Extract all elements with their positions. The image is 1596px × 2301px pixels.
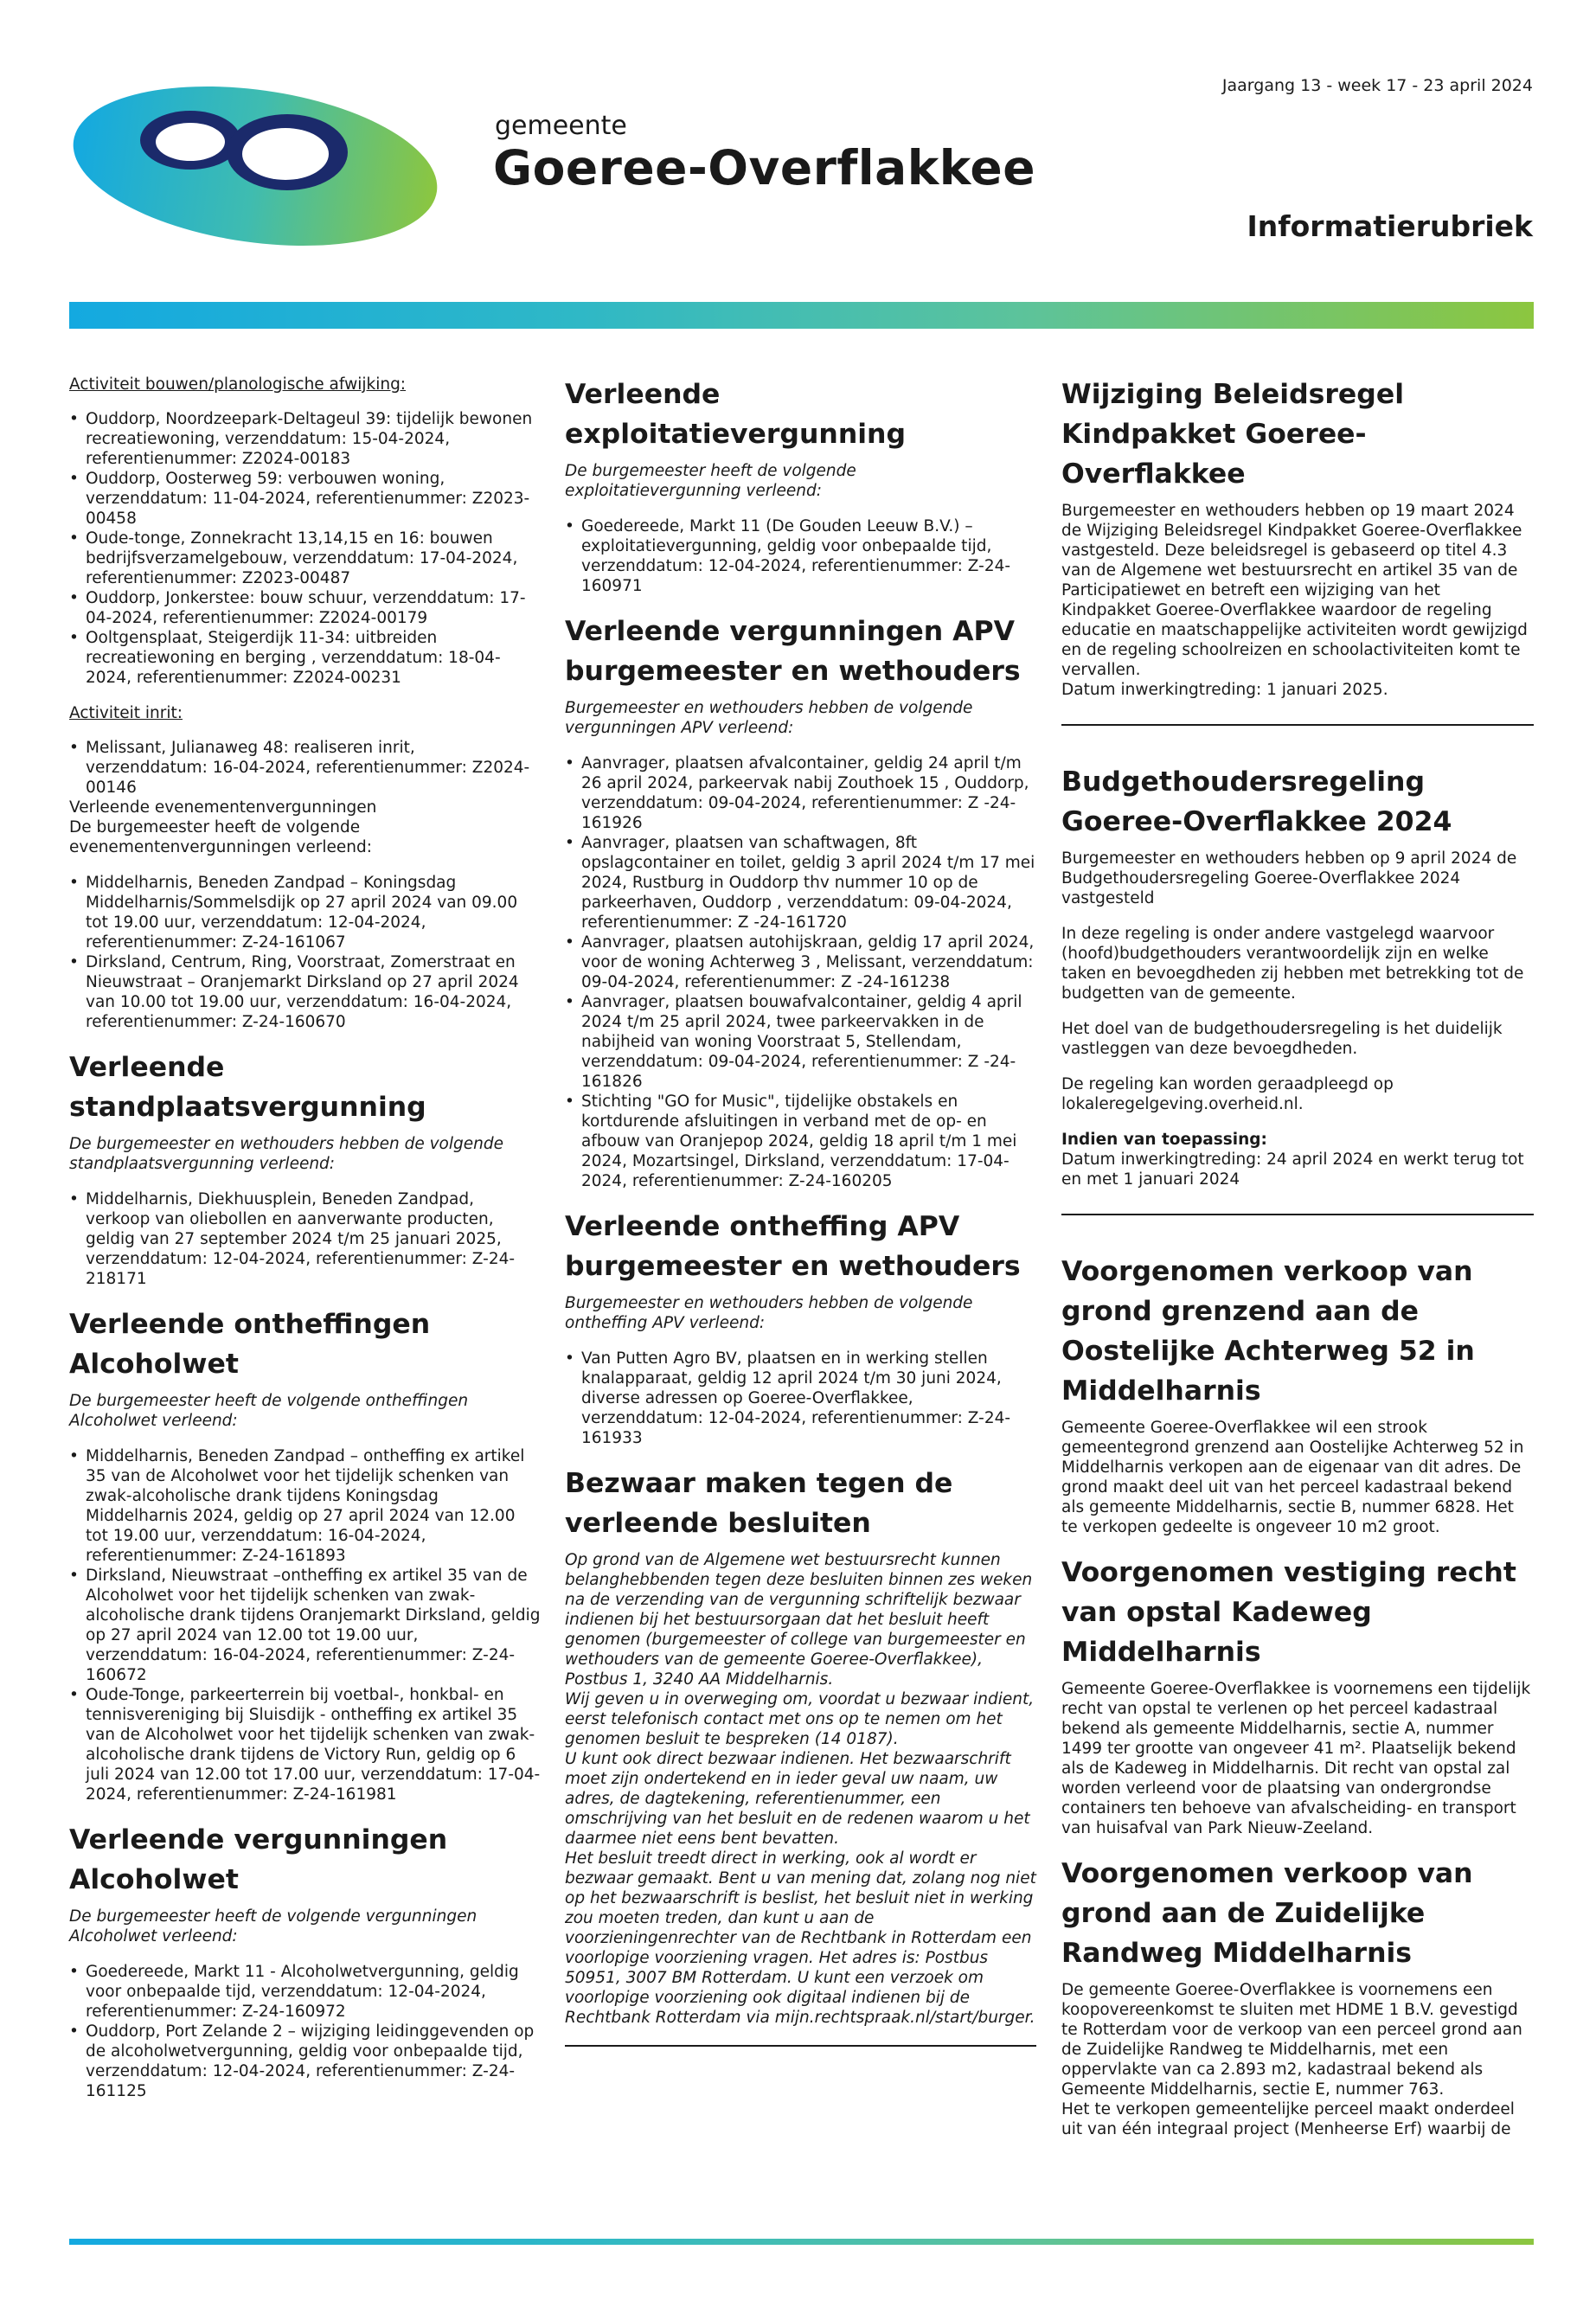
heading-budgethouders: Budgethoudersregeling Goeree-Overflakkee 2024 xyxy=(1061,766,1452,837)
list-inrit xyxy=(69,738,541,798)
intro-apv: Burgemeester en wethouders hebben de volgende vergunningen APV verleend: xyxy=(565,699,973,737)
list-item: • Dirksland, Centrum, Ring, Voorstraat, Zomerstraat en Nieuwstraat – Oranjemarkt Dirksland op 27 april 2024 van 10.00 tot 19.00 uur, verzenddatum: 16-04-2024, referentienummer: Z-24-160670 xyxy=(69,952,541,1032)
heading-verkoop-zuidelijke-randweg: Voorgenomen verkoop van grond aan de Zuidelijke Randweg Middelharnis xyxy=(1061,1858,1473,1969)
list-item: • Dirksland, Nieuwstraat –ontheffing ex artikel 35 van de Alcoholwet voor het tijdelijk schenken van zwak-alcoholische drank tijdens Oranjemarkt Dirksland, geldig op 27 april 2024 van 12.00 tot 19.00 uur, verzenddatum: 16-04-2024, referentienummer: Z-24-160672 xyxy=(69,1566,541,1685)
list-item: • Goedereede, Markt 11 - Alcoholwetvergunning, geldig voor onbepaalde tijd, verzenddatum: 12-04-2024, referentienummer: Z-24-160972 xyxy=(69,1962,541,2022)
list-item: • Aanvrager, plaatsen autohijskraan, geldig 17 april 2024, voor de woning Achterweg 3 , Melissant, verzenddatum: 09-04-2024, referentienummer: Z -24-161238 xyxy=(565,933,1036,992)
list-item: • Stichting "GO for Music", tijdelijke obstakels en kortdurende afsluitingen in verband met de op- en afbouw van Oranjepop 2024, geldig 18 april t/m 1 mei 2024, Mozartsingel, Dirksland, verzenddatum: 17-04-2024, referentienummer: Z-24-160205 xyxy=(565,1092,1036,1191)
kindpakket-text: Burgemeester en wethouders hebben op 19 maart 2024 de Wijziging Beleidsregel Kindpakket Goeree-Overflakkee vastgesteld. Deze beleidsregel is gebaseerd op titel 4.3 van de Algemene wet bestuursrecht en artikel 35 van de Participatiewet en betreft een wijziging van het Kindpakket Goeree-Overflakkee waardoor de regeling educatie en maatschappelijke activiteiten wordt gewijzigd en de regeling schoolreizen en schoolactiviteiten komt te vervallen. Datum inwerkingtreding: 1 januari 2025. xyxy=(1061,502,1528,699)
heading-ontheffingen-alcoholwet: Verleende ontheffingen Alcoholwet xyxy=(69,1309,431,1380)
heading-apv: Verleende vergunningen APV burgemeester en wethouders xyxy=(565,616,1021,687)
list-item: • Oude-Tonge, parkeerterrein bij voetbal-, honkbal- en tennisvereniging bij Sluisdijk - ontheffing ex artikel 35 van de Alcoholwet voor het tijdelijk schenken van zwak-alcoholische drank tijdens de Victory Run, geldig op 6 juli 2024 van 12.00 tot 17.00 uur, verzenddatum: 17-04-2024, referentienummer: Z-24-161981 xyxy=(69,1685,541,1804)
list-item: • Middelharnis, Beneden Zandpad – Koningsdag Middelharnis/Sommelsdijk op 27 april 2024 van 09.00 tot 19.00 uur, verzenddatum: 12-04-2024, referentienummer: Z-24-161067 xyxy=(69,873,541,952)
heading-bezwaar: Bezwaar maken tegen de verleende besluiten xyxy=(565,1468,953,1539)
evenementen-intro: De burgemeester heeft de volgende evenementenvergunningen verleend: xyxy=(69,818,372,856)
column-2 xyxy=(565,375,1036,2083)
list-item: • Aanvrager, plaatsen van schaftwagen, 8ft opslagcontainer en toilet, geldig 3 april 2024 t/m 17 mei 2024, Rustburg in Ouddorp thv nummer 10 op de parkeerhaven, Ouddorp , verzenddatum: 09-04-2024, referentienummer: Z -24-161720 xyxy=(565,833,1036,933)
heading-opstal-kadeweg: Voorgenomen vestiging recht van opstal Kadeweg Middelharnis xyxy=(1061,1557,1516,1668)
column-1 xyxy=(69,375,541,2117)
verkoop1-text: Gemeente Goeree-Overflakkee wil een strook gemeentegrond grenzend aan Oostelijke Achterweg 52 in Middelharnis verkopen aan de eigenaar van dit adres. De grond maakt deel uit van het perceel kadastraal bekend als gemeente Middelharnis, sectie B, nummer 6828. Het te verkopen gedeelte is ongeveer 10 m2 groot. xyxy=(1061,1419,1524,1536)
subheading-inrit: Activiteit inrit: xyxy=(69,704,183,722)
list-bouwen xyxy=(69,409,541,688)
divider xyxy=(565,2045,1036,2047)
list-item: • Van Putten Agro BV, plaatsen en in werking stellen knalapparaat, geldig 12 april 2024 t/m 30 juni 2024, diverse adressen op Goeree-Overflakkee, verzenddatum: 12-04-2024, referentienummer: Z-24-161933 xyxy=(565,1349,1036,1448)
heading-verkoop-oostelijke-achterweg: Voorgenomen verkoop van grond grenzend aan de Oostelijke Achterweg 52 in Middelharnis xyxy=(1061,1256,1475,1407)
budget-toepassing-text: Datum inwerkingtreding: 24 april 2024 en werkt terug tot en met 1 januari 2024 xyxy=(1061,1150,1524,1189)
heading-standplaats: Verleende standplaatsvergunning xyxy=(69,1052,426,1123)
budget-toepassing-label: Indien van toepassing: xyxy=(1061,1131,1267,1149)
list-item: • Ouddorp, Oosterweg 59: verbouwen woning, verzenddatum: 11-04-2024, referentienummer: Z2023-00458 xyxy=(69,469,541,529)
divider xyxy=(1061,1214,1534,1215)
issue-info: Jaargang 13 - week 17 - 23 april 2024 xyxy=(1221,76,1533,95)
heading-kindpakket: Wijziging Beleidsregel Kindpakket Goeree-Overflakkee xyxy=(1061,379,1404,490)
heading-exploitatie: Verleende exploitatievergunning xyxy=(565,379,907,450)
opstal-text: Gemeente Goeree-Overflakkee is voornemens een tijdelijk recht van opstal te verlenen op het perceel kadastraal bekend als gemeente Middelharnis, sectie A, nummer 1499 ter grootte van ongeveer 41 m². Plaatselijk bekend als de Kadeweg in Middelharnis. Dit recht van opstal zal worden verleend voor de plaatsing van ondergrondse containers ten behoeve van afvalscheiding- en transport van huisafval van Park Nieuw-Zeeland. xyxy=(1061,1680,1531,1837)
budget-paragraph: Burgemeester en wethouders hebben op 9 april 2024 de Budgethoudersregeling Goeree-Overflakkee 2024 vastgesteld xyxy=(1061,849,1517,907)
list-vergunningen xyxy=(69,1962,541,2101)
list-item: • Ouddorp, Jonkerstee: bouw schuur, verzenddatum: 17-04-2024, referentienummer: Z2024-00179 xyxy=(69,588,541,628)
footer-gradient-band xyxy=(69,2239,1534,2245)
municipality-logo xyxy=(69,69,450,251)
intro-ontheffing-apv: Burgemeester en wethouders hebben de volgende ontheffing APV verleend: xyxy=(565,1294,973,1332)
bezwaar-text: Op grond van de Algemene wet bestuursrecht kunnen belanghebbenden tegen deze besluiten binnen zes weken na de verzending van de vergunning schriftelijk bezwaar indienen bij het bestuursorgaan dat het besluit heeft genomen (burgemeester of college van burgemeester en wethouders van de gemeente Goeree-Overflakkee), Postbus 1, 3240 AA Middelharnis. Wij geven u in overweging om, voordat u bezwaar indient, eerst telefonisch contact met ons op te nemen om het genomen besluit te bespreken (14 0187). U kunt ook direct bezwaar indienen. Het bezwaarschrift moet zijn ondertekend en in ieder geval uw naam, uw adres, de dagtekening, referentienummer, een omschrijving van het besluit en de redenen waarom u het daarmee niet eens bent bevatten. Het besluit treedt direct in werking, ook al wordt er bezwaar gemaakt. Bent u van mening dat, zolang nog niet op het bezwaarschrift is beslist, het besluit niet in werking zou moeten treden, dan kunt u aan de voorzieningenrechter van de Rechtbank in Rotterdam een voorlopige voorziening vragen. Het adres is: Postbus 50951, 3007 BM Rotterdam. U kunt een verzoek om voorlopige voorziening ook digitaal indienen bij de Rechtbank Rotterdam via mijn.rechtspraak.nl/start/burger. xyxy=(565,1551,1036,2027)
budget-paragraph: In deze regeling is onder andere vastgelegd waarvoor (hoofd)budgethouders verantwoordelijk zijn en welke taken en bevoegdheden zij hebben met betrekking tot de budgetten van de gemeente. xyxy=(1061,925,1524,1003)
list-ontheffingen xyxy=(69,1446,541,1804)
list-evenementen xyxy=(69,873,541,1032)
brand-prefix: gemeente xyxy=(495,111,627,141)
list-standplaats xyxy=(69,1189,541,1289)
list-item: • Aanvrager, plaatsen bouwafvalcontainer, geldig 4 april 2024 t/m 25 april 2024, twee parkeervakken in de nabijheid van woning Voorstraat 5, Stellendam, verzenddatum: 09-04-2024, referentienummer: Z -24-161826 xyxy=(565,992,1036,1092)
heading-vergunningen-alcoholwet: Verleende vergunningen Alcoholwet xyxy=(69,1824,448,1895)
brand-name: Goeree-Overflakkee xyxy=(493,140,1035,195)
intro-exploitatie: De burgemeester heeft de volgende exploitatievergunning verleend: xyxy=(565,462,856,500)
divider xyxy=(1061,724,1534,726)
section-title: Informatierubriek xyxy=(1247,209,1533,243)
budget-paragraph: De regeling kan worden geraadpleegd op lokaleregelgeving.overheid.nl. xyxy=(1061,1075,1394,1113)
intro-ontheffingen: De burgemeester heeft de volgende ontheffingen Alcoholwet verleend: xyxy=(69,1392,469,1430)
list-item: • Ouddorp, Port Zelande 2 – wijziging leidinggevenden op de alcoholwetvergunning, geldig voor onbepaalde tijd, verzenddatum: 12-04-2024, referentienummer: Z-24-161125 xyxy=(69,2022,541,2101)
list-item: • Middelharnis, Diekhuusplein, Beneden Zandpad, verkoop van oliebollen en aanverwante producten, geldig van 27 september 2024 t/m 25 januari 2025, verzenddatum: 12-04-2024, referentienummer: Z-24-218171 xyxy=(69,1189,541,1289)
list-item: • Ouddorp, Noordzeepark-Deltageul 39: tijdelijk bewonen recreatiewoning, verzenddatum: 15-04-2024, referentienummer: Z2024-00183 xyxy=(69,409,541,469)
list-item: • Ooltgensplaat, Steigerdijk 11-34: uitbreiden recreatiewoning en berging , verzenddatum: 18-04-2024, referentienummer: Z2024-00231 xyxy=(69,628,541,688)
intro-standplaats: De burgemeester en wethouders hebben de volgende standplaatsvergunning verleend: xyxy=(69,1135,503,1173)
verkoop2-text: De gemeente Goeree-Overflakkee is voornemens een koopovereenkomst te sluiten met HDME 1 B.V. gevestigd te Rotterdam voor de verkoop van een perceel grond aan de Zuidelijke Randweg te Middelharnis, met een oppervlakte van ca 2.893 m2, kadastraal bekend als Gemeente Middelharnis, sectie E, nummer 763. Het te verkopen gemeentelijke perceel maakt onderdeel uit van één integraal project (Menheerse Erf) waarbij de xyxy=(1061,1981,1522,2138)
list-item: • Aanvrager, plaatsen afvalcontainer, geldig 24 april t/m 26 april 2024, parkeervak nabij Zouthoek 15 , Ouddorp, verzenddatum: 09-04-2024, referentienummer: Z -24-161926 xyxy=(565,753,1036,833)
list-exploitatie xyxy=(565,516,1036,596)
heading-ontheffing-apv: Verleende ontheffing APV burgemeester en wethouders xyxy=(565,1211,1021,1282)
list-item: • Middelharnis, Beneden Zandpad – ontheffing ex artikel 35 van de Alcoholwet voor het tijdelijk schenken van zwak-alcoholische drank tijdens Koningsdag Middelharnis 2024, geldig op 27 april 2024 van 12.00 tot 19.00 uur, verzenddatum: 16-04-2024, referentienummer: Z-24-161893 xyxy=(69,1446,541,1566)
list-item: • Melissant, Julianaweg 48: realiseren inrit, verzenddatum: 16-04-2024, referentienummer: Z2024-00146 xyxy=(69,738,541,798)
intro-vergunningen: De burgemeester heeft de volgende vergunningen Alcoholwet verleend: xyxy=(69,1907,478,1945)
column-3 xyxy=(1061,375,1534,2155)
header-gradient-band xyxy=(69,302,1534,329)
evenementen-title: Verleende evenementenvergunningen xyxy=(69,798,377,817)
budget-paragraph: Het doel van de budgethoudersregeling is het duidelijk vastleggen van deze bevoegdheden. xyxy=(1061,1020,1503,1058)
list-item: • Goedereede, Markt 11 (De Gouden Leeuw B.V.) – exploitatievergunning, geldig voor onbepaalde tijd, verzenddatum: 12-04-2024, referentienummer: Z-24-160971 xyxy=(565,516,1036,596)
list-ontheffing-apv xyxy=(565,1349,1036,1448)
subheading-bouwen: Activiteit bouwen/planologische afwijking: xyxy=(69,375,407,394)
list-item: • Oude-tonge, Zonnekracht 13,14,15 en 16: bouwen bedrijfsverzamelgebouw, verzenddatum: 17-04-2024, referentienummer: Z2023-00487 xyxy=(69,529,541,588)
list-apv xyxy=(565,753,1036,1191)
